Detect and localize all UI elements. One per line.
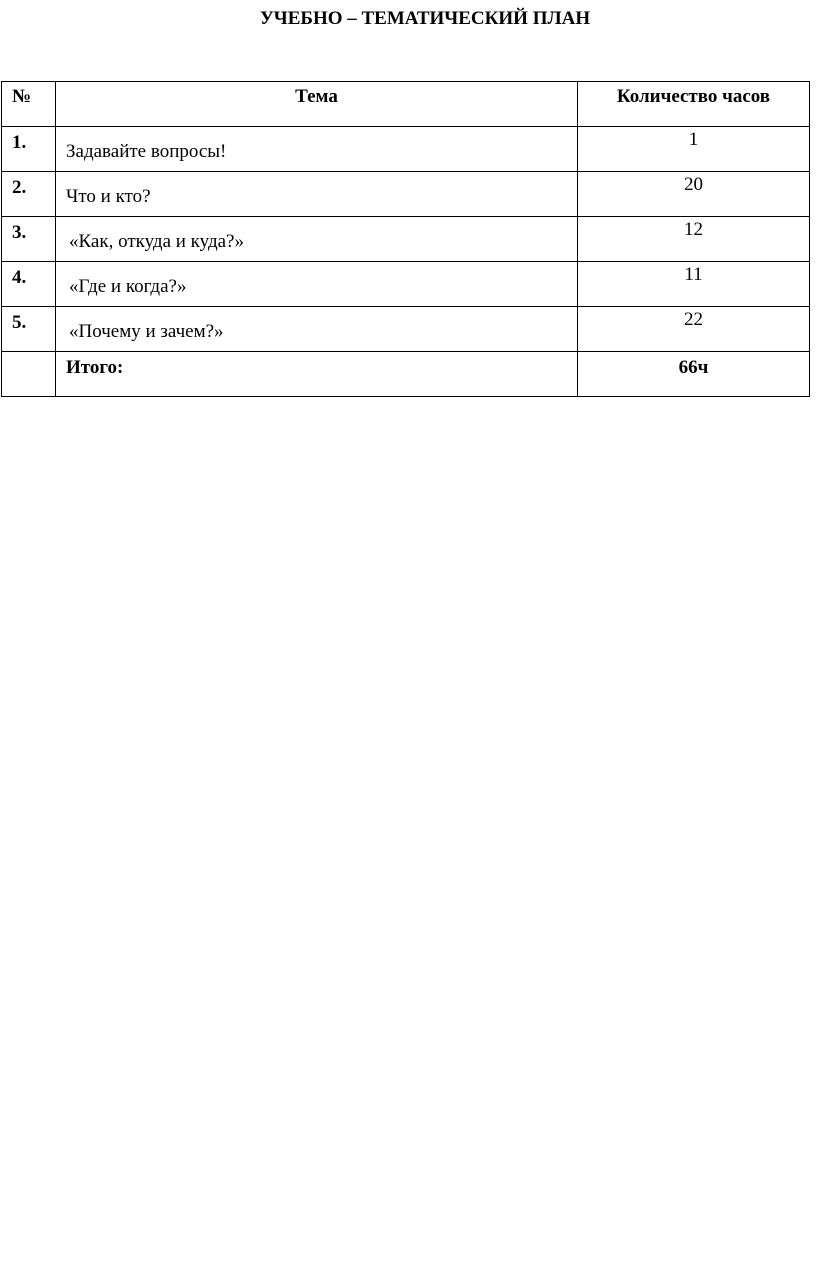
table-row [2,172,810,217]
row-number: 1. [2,127,56,172]
row-number: 2. [2,172,56,217]
table-row [2,217,810,262]
row-number: 3. [2,217,56,262]
row-hours: 22 [578,307,810,352]
table-row [2,307,810,352]
total-number-cell [2,352,56,397]
row-number: 5. [2,307,56,352]
row-hours: 12 [578,217,810,262]
table-row [2,127,810,172]
table-total-row [2,352,810,397]
row-topic: Что и кто? [56,172,578,217]
document-title: УЧЕБНО – ТЕМАТИЧЕСКИЙ ПЛАН [259,8,591,29]
row-hours: 1 [578,127,810,172]
header-number: № [2,82,56,127]
row-number: 4. [2,262,56,307]
table-header-row [2,82,810,127]
row-topic: «Где и когда?» [56,262,578,307]
row-topic: «Почему и зачем?» [56,307,578,352]
header-hours: Количество часов [578,82,810,127]
row-hours: 11 [578,262,810,307]
thematic-plan-table [1,81,810,397]
row-topic: «Как, откуда и куда?» [56,217,578,262]
row-hours: 20 [578,172,810,217]
total-label: Итого: [56,352,578,397]
header-topic: Тема [56,82,578,127]
table-row [2,262,810,307]
total-hours: 66ч [578,352,810,397]
row-topic: Задавайте вопросы! [56,127,578,172]
